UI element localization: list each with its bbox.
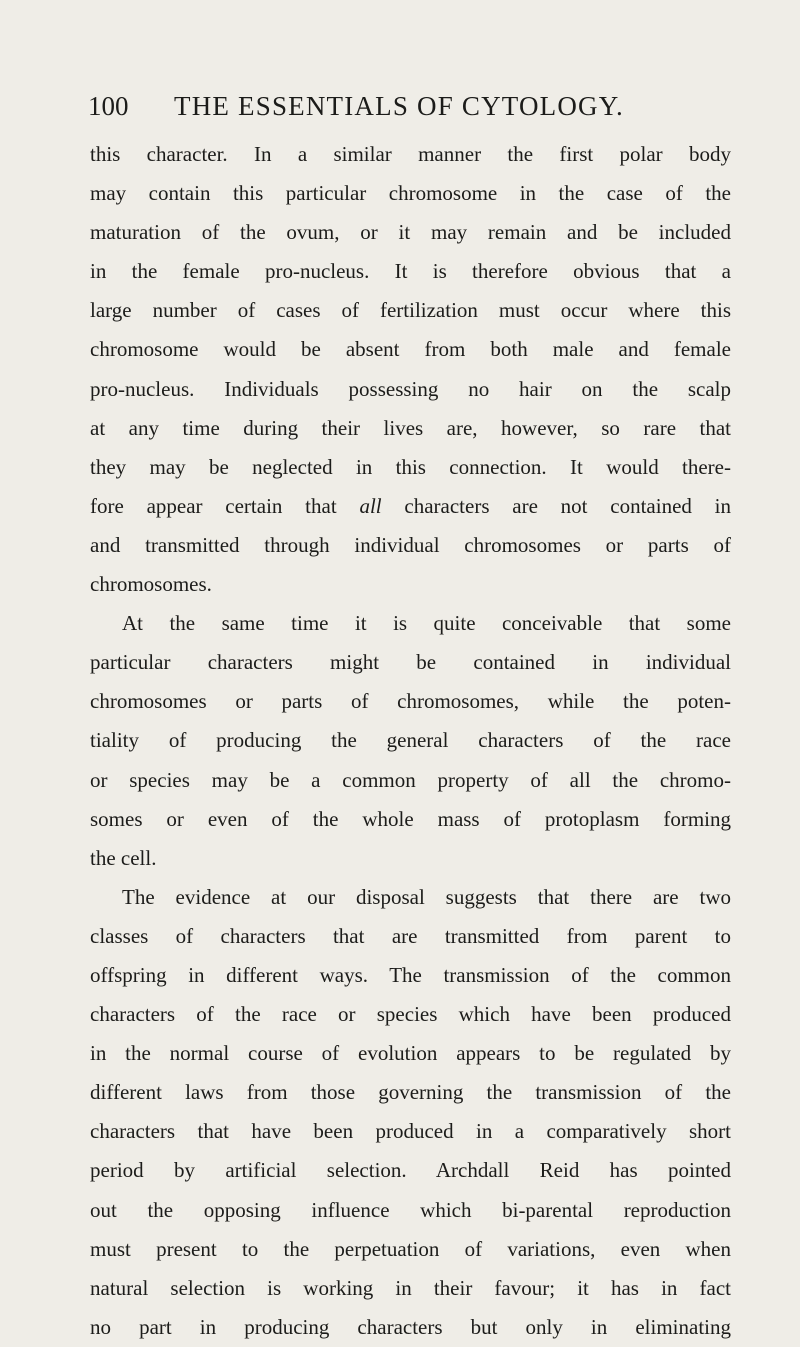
text-line: chromosomes. <box>90 572 212 597</box>
text-line: offspring in different ways. The transmission of the common <box>90 962 731 987</box>
text-line: and transmitted through individual chromosomes or parts of <box>90 532 731 557</box>
text-line: pro-nucleus. Individuals possessing no hair on the scalp <box>90 376 731 401</box>
page-header <box>88 88 732 124</box>
page-number: 100 <box>88 91 129 121</box>
text-line: out the opposing influence which bi-parental reproduction <box>90 1197 731 1222</box>
text-line: no part in producing characters but only in eliminating <box>90 1314 731 1339</box>
body-text <box>90 135 731 1347</box>
text-line: chromosome would be absent from both male and female <box>90 337 731 362</box>
text-line: period by artificial selection. Archdall Reid has pointed <box>90 1158 731 1183</box>
text-line: chromosomes or parts of chromosomes, while the poten- <box>90 689 731 714</box>
text-line: classes of characters that are transmitted from parent to <box>90 923 731 948</box>
running-title: THE ESSENTIALS OF CYTOLOGY. <box>174 91 624 121</box>
text-line: large number of cases of fertilization must occur where this <box>90 298 731 323</box>
text-line: tiality of producing the general characters of the race <box>90 728 731 753</box>
text-line: must present to the perpetuation of variations, even when <box>90 1236 731 1261</box>
text-line: characters of the race or species which have been produced <box>90 1002 731 1027</box>
text-line: fore appear certain that all characters are not contained in <box>90 493 731 518</box>
text-line: different laws from those governing the transmission of the <box>90 1080 731 1105</box>
text-line: somes or even of the whole mass of protoplasm forming <box>90 806 731 831</box>
text-line: or species may be a common property of all the chromo- <box>90 767 731 792</box>
text-line: in the female pro-nucleus. It is therefore obvious that a <box>90 259 731 284</box>
text-line: this character. In a similar manner the first polar body <box>90 142 731 166</box>
text-line: at any time during their lives are, however, so rare that <box>90 415 731 440</box>
paragraph-start-line: At the same time it is quite conceivable that some <box>122 611 731 636</box>
text-line: natural selection is working in their favour; it has in fact <box>90 1275 731 1300</box>
text-line: they may be neglected in this connection. It would there- <box>90 454 731 479</box>
text-line: may contain this particular chromosome in the case of the <box>90 181 731 206</box>
text-line: in the normal course of evolution appears to be regulated by <box>90 1041 731 1066</box>
text-line: characters that have been produced in a comparatively short <box>90 1119 731 1144</box>
paragraph-start-line: The evidence at our disposal suggests that there are two <box>122 884 731 909</box>
text-line: the cell. <box>90 845 157 870</box>
text-line: particular characters might be contained in individual <box>90 650 731 675</box>
text-line: maturation of the ovum, or it may remain and be included <box>90 220 731 245</box>
